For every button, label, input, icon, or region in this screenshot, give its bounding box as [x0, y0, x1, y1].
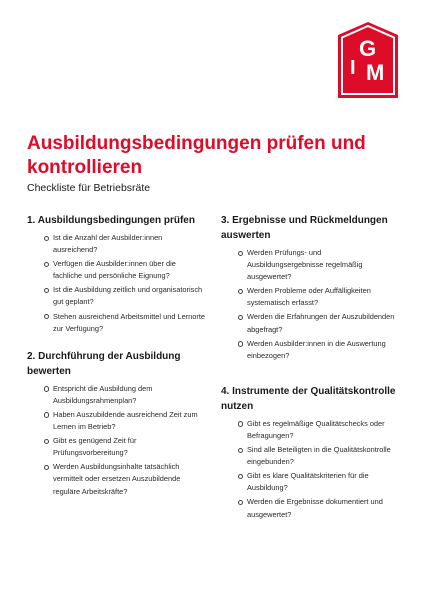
- checklist-item: Werden Prüfungs- und Ausbildungsergebnisse regelmäßig ausgewertet?: [238, 247, 397, 283]
- igm-logo-icon: [338, 22, 398, 98]
- section-ergebnisse: [221, 213, 397, 362]
- logo-letter-m: M: [366, 60, 385, 85]
- section-heading: 2. Durchführung der Ausbildung bewerten: [27, 350, 181, 377]
- checklist-item: Entspricht die Ausbildung dem Ausbildungsrahmenplan?: [44, 383, 207, 407]
- left-column: [27, 213, 207, 512]
- checklist: [221, 418, 397, 521]
- checklist-item: Werden die Erfahrungen der Auszubildenden abgefragt?: [238, 311, 397, 335]
- circle-bullet-icon: [44, 439, 49, 444]
- checklist-item: Werden Ausbildungsinhalte tatsächlich vermittelt oder ersetzen Auszubildende reguläre Arbeitskräfte?: [44, 461, 207, 497]
- circle-bullet-icon: [44, 288, 49, 293]
- checklist-item: Werden Probleme oder Auffälligkeiten systematisch erfasst?: [238, 285, 397, 309]
- circle-bullet-icon: [44, 465, 49, 470]
- page-subtitle: Checkliste für Betriebsräte: [27, 182, 151, 194]
- circle-bullet-icon: [238, 315, 243, 320]
- circle-bullet-icon: [238, 341, 243, 346]
- section-heading: 1. Ausbildungsbedingungen prüfen: [27, 215, 195, 226]
- circle-bullet-icon: [238, 474, 243, 479]
- circle-bullet-icon: [238, 289, 243, 294]
- page-title: Ausbildungsbedingungen prüfen und kontrollieren: [27, 133, 366, 178]
- checklist-item: Werden Ausbilder:innen in die Auswertung einbezogen?: [238, 338, 397, 362]
- section-qualitaetskontrolle: [221, 384, 397, 521]
- checklist: [221, 247, 397, 362]
- circle-bullet-icon: [44, 412, 49, 417]
- circle-bullet-icon: [238, 421, 243, 426]
- checklist-item: Gibt es regelmäßige Qualitätschecks oder Befragungen?: [238, 418, 397, 442]
- checklist: [27, 232, 207, 335]
- section-heading: 4. Instrumente der Qualitätskontrolle nutzen: [221, 385, 396, 412]
- checklist-item: Gibt es klare Qualitätskriterien für die Ausbildung?: [238, 470, 397, 494]
- circle-bullet-icon: [44, 386, 49, 391]
- section-ausbildungsbedingungen: [27, 213, 207, 335]
- right-column: [221, 213, 397, 535]
- circle-bullet-icon: [44, 236, 49, 241]
- checklist-item: Stehen ausreichend Arbeitsmittel und Lernorte zur Verfügung?: [44, 311, 207, 335]
- circle-bullet-icon: [238, 500, 243, 505]
- checklist-item: Ist die Ausbildung zeitlich und organisatorisch gut geplant?: [44, 284, 207, 308]
- section-durchfuehrung: [27, 349, 207, 498]
- circle-bullet-icon: [238, 448, 243, 453]
- circle-bullet-icon: [238, 251, 243, 256]
- logo-letter-g: G: [359, 36, 377, 61]
- checklist-item: Ist die Anzahl der Ausbilder:innen ausreichend?: [44, 232, 207, 256]
- checklist-item: Haben Auszubildende ausreichend Zeit zum Lernen im Betrieb?: [44, 409, 207, 433]
- checklist-item: Sind alle Beteiligten in die Qualitätskontrolle eingebunden?: [238, 444, 397, 468]
- checklist: [27, 383, 207, 498]
- checklist-item: Werden die Ergebnisse dokumentiert und ausgewertet?: [238, 496, 397, 520]
- circle-bullet-icon: [44, 262, 49, 267]
- checklist-item: Verfügen die Ausbilder:innen über die fachliche und persönliche Eignung?: [44, 258, 207, 282]
- section-heading: 3. Ergebnisse und Rückmeldungen auswerten: [221, 215, 388, 241]
- checklist-item: Gibt es genügend Zeit für Prüfungsvorbereitung?: [44, 435, 207, 459]
- circle-bullet-icon: [44, 314, 49, 319]
- logo-letter-i: I: [350, 57, 356, 79]
